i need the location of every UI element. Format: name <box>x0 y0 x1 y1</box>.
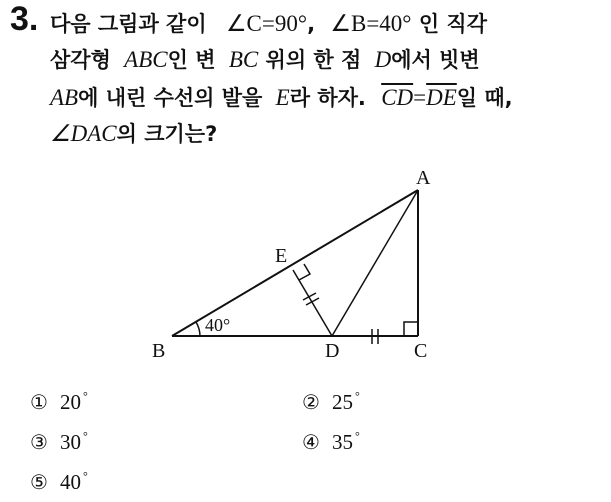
choice-value: 30 <box>59 430 81 454</box>
question-text: 에서 빗변 <box>391 48 480 72</box>
angle-c-condition: ∠C=90° <box>225 11 308 36</box>
choice-value: 35 <box>331 430 353 454</box>
question-number: 3. <box>10 0 39 38</box>
right-angle-mark-e <box>299 264 310 280</box>
question-text: 라 하자. <box>289 86 366 110</box>
question-text: 인 직각 <box>418 12 487 36</box>
label-c: C <box>414 340 428 362</box>
angle-b-condition: ∠B=40° <box>330 11 412 36</box>
label-d: D <box>325 340 340 362</box>
triangle-name: ABC <box>124 47 168 72</box>
right-angle-mark-c <box>404 322 418 336</box>
question-text: 다음 그림과 같이 <box>50 12 207 36</box>
choice-marker: ① <box>30 390 48 414</box>
choice-unit: ° <box>354 389 360 403</box>
question-text: 일 때, <box>456 86 513 110</box>
choice-unit: ° <box>82 429 88 443</box>
choice-unit: ° <box>82 469 88 483</box>
equals-sign: = <box>413 85 427 110</box>
segment-de-line <box>293 270 332 336</box>
segment-cd: $\overline{CD}$ <box>381 85 414 110</box>
angle-label-b: 40° <box>205 315 231 335</box>
choice-value: 40 <box>59 470 81 494</box>
choice-5[interactable] <box>30 469 88 495</box>
choice-marker: ⑤ <box>30 470 48 494</box>
side-bc: BC <box>228 47 259 72</box>
choice-marker: ② <box>302 390 320 414</box>
label-b: B <box>152 340 166 362</box>
choice-3[interactable] <box>30 429 88 455</box>
choice-unit: ° <box>82 389 88 403</box>
choice-unit: ° <box>354 429 360 443</box>
angle-arc-b <box>196 322 200 336</box>
question-text: 위의 한 점 <box>265 48 362 72</box>
choice-value: 20 <box>59 390 81 414</box>
point-e: E <box>275 85 290 110</box>
question-text: 의 크기는? <box>116 122 218 146</box>
choice-4[interactable] <box>302 429 360 455</box>
question-text: 삼각형 <box>50 48 111 72</box>
choice-marker: ④ <box>302 430 320 454</box>
question-text: 에 내린 수선의 발을 <box>78 86 263 110</box>
choice-1[interactable] <box>30 389 88 415</box>
choice-2[interactable] <box>302 389 360 415</box>
point-d: D <box>374 47 392 72</box>
question-text: 인 변 <box>167 48 216 72</box>
comma: , <box>307 12 316 36</box>
choice-value: 25 <box>331 390 353 414</box>
segment-ad-line <box>332 190 418 336</box>
angle-dac: ∠DAC <box>50 121 117 146</box>
label-a: A <box>416 167 431 189</box>
label-e: E <box>275 245 288 267</box>
segment-de: $\overline{DE}$ <box>426 85 457 110</box>
side-ab: AB <box>50 85 79 110</box>
choice-marker: ③ <box>30 430 48 454</box>
